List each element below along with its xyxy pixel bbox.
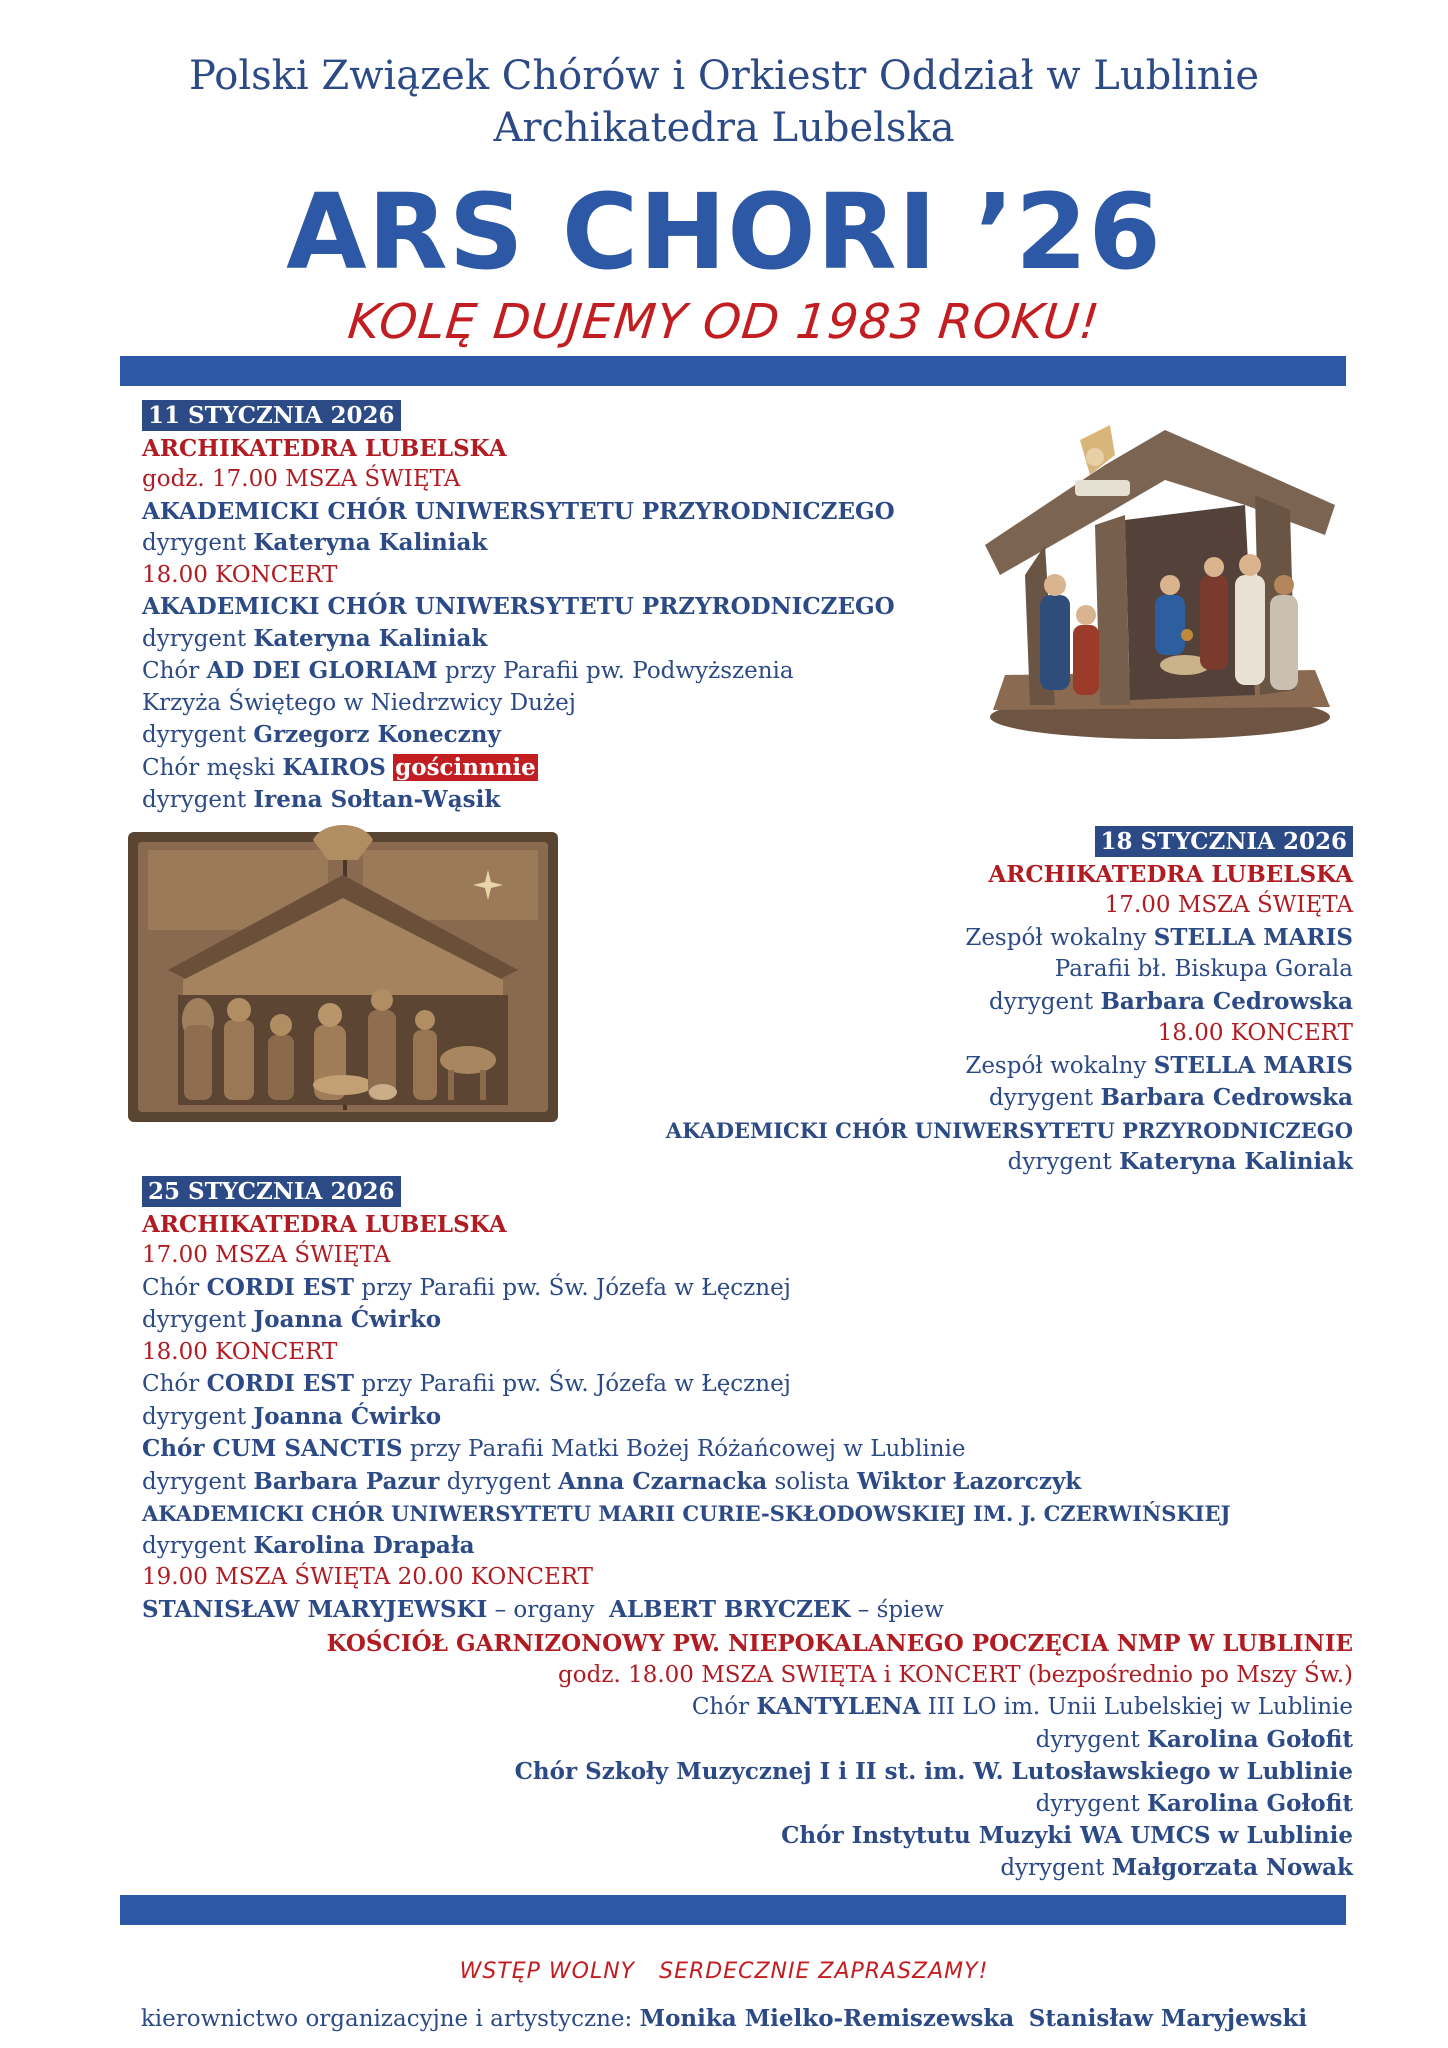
conductor-line: dyrygent Karolina Gołofit: [1035, 1725, 1353, 1753]
choir-name: Chór Instytutu Muzyki WA UMCS w Lublinie: [781, 1822, 1353, 1849]
event-jan-18: [666, 826, 1353, 1179]
free-entry-line: WSTĘP WOLNY SERDECZNIE ZAPRASZAMY!: [459, 1959, 989, 1984]
parish-line: Parafii bł. Biskupa Gorala: [1054, 956, 1353, 982]
event-venue: KOŚCIÓŁ GARNIZONOWY PW. NIEPOKALANEGO POCZĘCIA NMP W LUBLINIE: [326, 1630, 1353, 1657]
organizers-line: kierownictwo organizacyjne i artystyczne: Monika Mielko-Remiszewska Stanisław Maryjewski: [140, 2005, 1308, 2032]
mass-time: 17.00 MSZA ŚWIĘTA: [142, 1242, 391, 1268]
mass-time: 17.00 MSZA ŚWIĘTA: [1104, 892, 1353, 918]
performers-line: STANISŁAW MARYJEWSKI – organy ALBERT BRYCZEK – śpiew: [142, 1595, 944, 1623]
conductor-line: dyrygent Barbara Cedrowska: [989, 987, 1353, 1015]
event-time: godz. 18.00 MSZA SWIĘTA i KONCERT (bezpośrednio po Mszy Św.): [558, 1661, 1353, 1688]
event-venue: ARCHIKATEDRA LUBELSKA: [142, 434, 507, 462]
conductor-line: dyrygent Kateryna Kaliniak: [142, 529, 488, 556]
conductor-line: dyrygent Grzegorz Koneczny: [142, 721, 501, 748]
conductor-line: dyrygent Karolina Gołofit: [1035, 1789, 1353, 1817]
conductor-line: dyrygent Joanna Ćwirko: [142, 1402, 442, 1430]
event-jan-25: [142, 1176, 1230, 1626]
festival-slogan: KOLĘ DUJEMY OD 1983 ROKU!: [345, 294, 1103, 350]
choir-name: AKADEMICKI CHÓR UNIWERSYTETU PRZYRODNICZEGO: [665, 1117, 1353, 1143]
conductor-line: dyrygent Irena Sołtan-Wąsik: [142, 786, 501, 813]
event-date: 11 STYCZNIA 2026: [142, 400, 401, 431]
top-divider: [120, 356, 1346, 386]
conductor-line: dyrygent Małgorzata Nowak: [1000, 1853, 1353, 1881]
choir-line: Zespół wokalny STELLA MARIS: [965, 923, 1353, 951]
concert-time: 18.00 KONCERT: [142, 1338, 338, 1365]
guest-badge: gościnnnie: [395, 753, 536, 781]
nativity-figurine-image: [985, 425, 1335, 745]
event-jan-11: [142, 400, 895, 817]
event-garrison-church: [327, 1628, 1354, 1884]
mass-time: godz. 17.00 MSZA ŚWIĘTA: [142, 466, 461, 492]
choir-name: AKADEMICKI CHÓR UNIWERSYTETU PRZYRODNICZEGO: [142, 497, 895, 525]
bottom-divider: [120, 1895, 1346, 1925]
conductor-line: dyrygent Kateryna Kaliniak: [1007, 1148, 1353, 1175]
choir-line: Zespół wokalny STELLA MARIS: [965, 1051, 1353, 1079]
conductor-line: dyrygent Barbara Pazur dyrygent Anna Czarnacka solista Wiktor Łazorczyk: [142, 1467, 1082, 1495]
event-venue: ARCHIKATEDRA LUBELSKA: [142, 1210, 507, 1238]
conductor-line: dyrygent Barbara Cedrowska: [989, 1084, 1353, 1111]
conductor-line: dyrygent Karolina Drapała: [142, 1531, 475, 1559]
choir-line: Chór AD DEI GLORIAM przy Parafii pw. Podwyższenia: [142, 657, 794, 684]
venue-subtitle: Archikatedra Lubelska: [493, 105, 955, 151]
conductor-line: dyrygent Kateryna Kaliniak: [142, 624, 488, 652]
conductor-line: dyrygent Joanna Ćwirko: [142, 1306, 442, 1333]
nativity-bronze-book-image: [128, 820, 558, 1130]
choir-parish-line: Krzyża Świętego w Niedrzwicy Dużej: [142, 689, 576, 716]
choir-line: Chór męski KAIROS gościnnnie: [142, 753, 536, 781]
choir-name: Chór Szkoły Muzycznej I i II st. im. W. Lutosławskiego w Lublinie: [514, 1758, 1353, 1785]
concert-time: 18.00 KONCERT: [142, 561, 338, 588]
concert-time: 18.00 KONCERT: [1157, 1020, 1353, 1046]
event-date: 25 STYCZNIA 2026: [142, 1176, 401, 1207]
choir-line: Chór CORDI EST przy Parafii pw. Św. Józefa w Łęcznej: [142, 1273, 791, 1301]
organization-name: Polski Związek Chórów i Orkiestr Oddział w Lublinie: [188, 53, 1260, 99]
choir-name: AKADEMICKI CHÓR UNIWERSYTETU MARII CURIE-SKŁODOWSKIEJ IM. J. CZERWIŃSKIEJ: [142, 1501, 1231, 1526]
festival-title: ARS CHORI ’26: [286, 171, 1162, 293]
evening-time: 19.00 MSZA ŚWIĘTA 20.00 KONCERT: [142, 1564, 593, 1590]
choir-name: AKADEMICKI CHÓR UNIWERSYTETU PRZYRODNICZEGO: [142, 593, 895, 620]
choir-line: Chór KANTYLENA III LO im. Unii Lubelskiej w Lublinie: [691, 1693, 1353, 1720]
event-date: 18 STYCZNIA 2026: [1095, 826, 1354, 857]
choir-line: Chór CUM SANCTIS przy Parafii Matki Bożej Różańcowej w Lublinie: [142, 1435, 966, 1462]
event-venue: ARCHIKATEDRA LUBELSKA: [988, 860, 1353, 888]
choir-line: Chór CORDI EST przy Parafii pw. Św. Józefa w Łęcznej: [142, 1370, 791, 1397]
